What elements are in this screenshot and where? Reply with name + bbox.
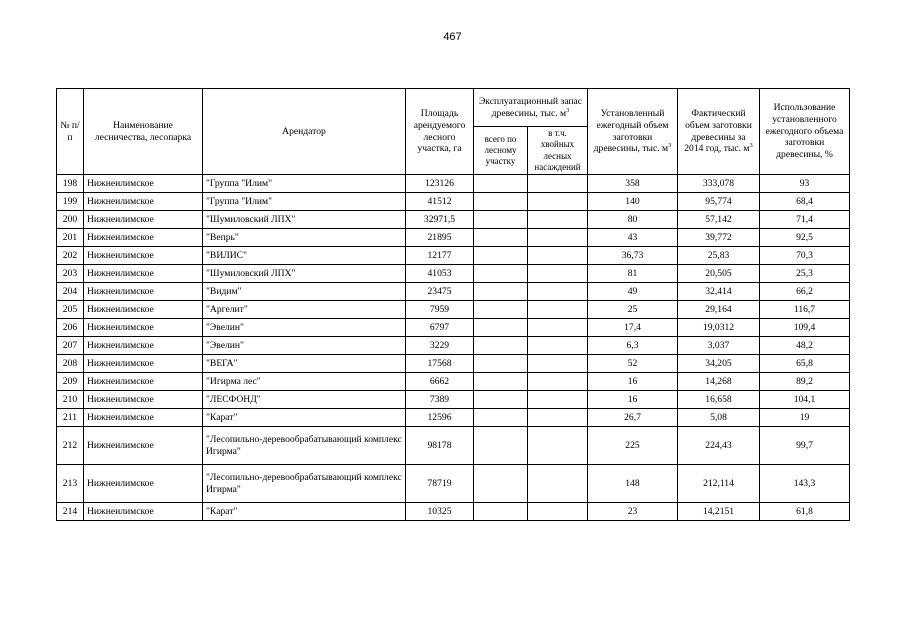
stock-coniferous bbox=[528, 247, 588, 265]
stock-coniferous bbox=[528, 265, 588, 283]
tenant-name: "Игирма лес" bbox=[203, 373, 406, 391]
row-number: 201 bbox=[57, 229, 84, 247]
stock-total bbox=[474, 175, 528, 193]
stock-total bbox=[474, 229, 528, 247]
allowed-volume: 16 bbox=[588, 391, 678, 409]
forestry-name: Нижнеилимское bbox=[84, 247, 203, 265]
stock-total bbox=[474, 391, 528, 409]
usage-percent: 66,2 bbox=[760, 283, 850, 301]
usage-percent: 109,4 bbox=[760, 319, 850, 337]
usage-percent: 89,2 bbox=[760, 373, 850, 391]
stock-total bbox=[474, 337, 528, 355]
usage-percent: 93 bbox=[760, 175, 850, 193]
lease-area: 6797 bbox=[406, 319, 474, 337]
actual-volume: 16,658 bbox=[678, 391, 760, 409]
table-row bbox=[57, 265, 850, 283]
stock-total bbox=[474, 465, 528, 503]
table-row bbox=[57, 319, 850, 337]
stock-total bbox=[474, 373, 528, 391]
stock-total bbox=[474, 503, 528, 521]
header-stock-sup: 3 bbox=[566, 106, 570, 114]
lease-area: 41053 bbox=[406, 265, 474, 283]
actual-volume: 5,08 bbox=[678, 409, 760, 427]
stock-coniferous bbox=[528, 503, 588, 521]
allowed-volume: 26,7 bbox=[588, 409, 678, 427]
stock-coniferous bbox=[528, 427, 588, 465]
tenant-name: "Карат" bbox=[203, 503, 406, 521]
actual-volume: 39,772 bbox=[678, 229, 760, 247]
row-number: 199 bbox=[57, 193, 84, 211]
allowed-volume: 80 bbox=[588, 211, 678, 229]
usage-percent: 70,3 bbox=[760, 247, 850, 265]
stock-coniferous bbox=[528, 355, 588, 373]
lease-area: 41512 bbox=[406, 193, 474, 211]
row-number: 213 bbox=[57, 465, 84, 503]
forestry-name: Нижнеилимское bbox=[84, 409, 203, 427]
forestry-name: Нижнеилимское bbox=[84, 337, 203, 355]
stock-coniferous bbox=[528, 193, 588, 211]
header-actual-sup: 3 bbox=[749, 142, 753, 150]
actual-volume: 224,43 bbox=[678, 427, 760, 465]
forestry-name: Нижнеилимское bbox=[84, 211, 203, 229]
row-number: 200 bbox=[57, 211, 84, 229]
stock-coniferous bbox=[528, 211, 588, 229]
forestry-name: Нижнеилимское bbox=[84, 175, 203, 193]
forestry-name: Нижнеилимское bbox=[84, 283, 203, 301]
table-row bbox=[57, 193, 850, 211]
stock-coniferous bbox=[528, 373, 588, 391]
actual-volume: 25,83 bbox=[678, 247, 760, 265]
table-row bbox=[57, 391, 850, 409]
allowed-volume: 43 bbox=[588, 229, 678, 247]
lease-area: 123126 bbox=[406, 175, 474, 193]
stock-coniferous bbox=[528, 337, 588, 355]
allowed-volume: 49 bbox=[588, 283, 678, 301]
stock-coniferous bbox=[528, 283, 588, 301]
tenant-name: "Аргелит" bbox=[203, 301, 406, 319]
actual-volume: 29,164 bbox=[678, 301, 760, 319]
lease-area: 17568 bbox=[406, 355, 474, 373]
header-stock-label: Эксплуатационный запас древесины, тыс. м bbox=[478, 95, 583, 119]
stock-total bbox=[474, 301, 528, 319]
actual-volume: 19,0312 bbox=[678, 319, 760, 337]
header-allowed-volume bbox=[588, 89, 678, 175]
tenant-name: "Карат" bbox=[203, 409, 406, 427]
forestry-name: Нижнеилимское bbox=[84, 265, 203, 283]
row-number: 214 bbox=[57, 503, 84, 521]
header-actual-volume bbox=[678, 89, 760, 175]
tenant-name: "Вепрь" bbox=[203, 229, 406, 247]
row-number: 202 bbox=[57, 247, 84, 265]
lease-area: 32971,5 bbox=[406, 211, 474, 229]
stock-coniferous bbox=[528, 391, 588, 409]
allowed-volume: 17,4 bbox=[588, 319, 678, 337]
table-row bbox=[57, 301, 850, 319]
allowed-volume: 140 bbox=[588, 193, 678, 211]
stock-total bbox=[474, 211, 528, 229]
tenant-name: "Группа "Илим" bbox=[203, 175, 406, 193]
usage-percent: 92,5 bbox=[760, 229, 850, 247]
tenant-name: "Эвелин" bbox=[203, 337, 406, 355]
tenant-name: "ЛЕСФОНД" bbox=[203, 391, 406, 409]
forestry-name: Нижнеилимское bbox=[84, 193, 203, 211]
stock-total bbox=[474, 193, 528, 211]
table-row bbox=[57, 503, 850, 521]
row-number: 206 bbox=[57, 319, 84, 337]
stock-total bbox=[474, 427, 528, 465]
row-number: 198 bbox=[57, 175, 84, 193]
usage-percent: 99,7 bbox=[760, 427, 850, 465]
lease-area: 7389 bbox=[406, 391, 474, 409]
usage-percent: 104,1 bbox=[760, 391, 850, 409]
tenant-name: "Лесопильно-деревообрабатывающий комплекс Игирма" bbox=[203, 427, 406, 465]
lease-area: 6662 bbox=[406, 373, 474, 391]
actual-volume: 14,2151 bbox=[678, 503, 760, 521]
tenant-name: "Видим" bbox=[203, 283, 406, 301]
header-area: Площадь арендуемого лесного участка, га bbox=[406, 89, 474, 175]
table-row bbox=[57, 355, 850, 373]
usage-percent: 48,2 bbox=[760, 337, 850, 355]
table-row bbox=[57, 409, 850, 427]
row-number: 204 bbox=[57, 283, 84, 301]
forestry-name: Нижнеилимское bbox=[84, 391, 203, 409]
header-actual-label: Фактический объем заготовки древесины за 2014 год, тыс. м bbox=[684, 107, 752, 155]
table-row bbox=[57, 465, 850, 503]
allowed-volume: 148 bbox=[588, 465, 678, 503]
stock-total bbox=[474, 283, 528, 301]
lease-area: 7959 bbox=[406, 301, 474, 319]
usage-percent: 65,8 bbox=[760, 355, 850, 373]
usage-percent: 19 bbox=[760, 409, 850, 427]
actual-volume: 34,205 bbox=[678, 355, 760, 373]
header-stock-total: всего по лесному участку bbox=[474, 127, 528, 175]
row-number: 211 bbox=[57, 409, 84, 427]
forestry-name: Нижнеилимское bbox=[84, 229, 203, 247]
stock-coniferous bbox=[528, 229, 588, 247]
tenant-name: "Шумиловский ЛПХ" bbox=[203, 211, 406, 229]
table-row bbox=[57, 229, 850, 247]
header-stock bbox=[474, 89, 588, 127]
actual-volume: 333,078 bbox=[678, 175, 760, 193]
header-tenant: Арендатор bbox=[203, 89, 406, 175]
row-number: 207 bbox=[57, 337, 84, 355]
row-number: 205 bbox=[57, 301, 84, 319]
page-number: 467 bbox=[443, 31, 462, 43]
forestry-name: Нижнеилимское bbox=[84, 355, 203, 373]
tenant-name: "Группа "Илим" bbox=[203, 193, 406, 211]
lease-area: 3229 bbox=[406, 337, 474, 355]
actual-volume: 95,774 bbox=[678, 193, 760, 211]
table-row bbox=[57, 337, 850, 355]
forest-lease-table bbox=[56, 88, 850, 521]
allowed-volume: 25 bbox=[588, 301, 678, 319]
actual-volume: 14,268 bbox=[678, 373, 760, 391]
table-row bbox=[57, 373, 850, 391]
usage-percent: 116,7 bbox=[760, 301, 850, 319]
tenant-name: "Лесопильно-деревообрабатывающий комплекс Игирма" bbox=[203, 465, 406, 503]
allowed-volume: 36,73 bbox=[588, 247, 678, 265]
stock-total bbox=[474, 409, 528, 427]
usage-percent: 61,8 bbox=[760, 503, 850, 521]
lease-area: 12596 bbox=[406, 409, 474, 427]
lease-area: 98178 bbox=[406, 427, 474, 465]
stock-coniferous bbox=[528, 465, 588, 503]
allowed-volume: 52 bbox=[588, 355, 678, 373]
actual-volume: 20,505 bbox=[678, 265, 760, 283]
actual-volume: 212,114 bbox=[678, 465, 760, 503]
actual-volume: 57,142 bbox=[678, 211, 760, 229]
allowed-volume: 23 bbox=[588, 503, 678, 521]
lease-area: 21895 bbox=[406, 229, 474, 247]
tenant-name: "ВИЛИС" bbox=[203, 247, 406, 265]
stock-total bbox=[474, 265, 528, 283]
forestry-name: Нижнеилимское bbox=[84, 319, 203, 337]
stock-coniferous bbox=[528, 301, 588, 319]
allowed-volume: 6,3 bbox=[588, 337, 678, 355]
table-row bbox=[57, 211, 850, 229]
tenant-name: "Эвелин" bbox=[203, 319, 406, 337]
usage-percent: 68,4 bbox=[760, 193, 850, 211]
allowed-volume: 81 bbox=[588, 265, 678, 283]
header-forestry-name: Наименование лесничества, лесопарка bbox=[84, 89, 203, 175]
tenant-name: "ВЕГА" bbox=[203, 355, 406, 373]
stock-total bbox=[474, 319, 528, 337]
header-usage: Использование установленного ежегодного объема заготовки древесины, % bbox=[760, 89, 850, 175]
stock-coniferous bbox=[528, 175, 588, 193]
table-row bbox=[57, 283, 850, 301]
stock-total bbox=[474, 247, 528, 265]
actual-volume: 3,037 bbox=[678, 337, 760, 355]
lease-area: 10325 bbox=[406, 503, 474, 521]
stock-coniferous bbox=[528, 319, 588, 337]
allowed-volume: 16 bbox=[588, 373, 678, 391]
table-row bbox=[57, 427, 850, 465]
header-stock-coniferous: в т.ч. хвойных лесных насаждений bbox=[528, 127, 588, 175]
row-number: 210 bbox=[57, 391, 84, 409]
stock-coniferous bbox=[528, 409, 588, 427]
forestry-name: Нижнеилимское bbox=[84, 503, 203, 521]
tenant-name: "Шумиловский ЛПХ" bbox=[203, 265, 406, 283]
row-number: 203 bbox=[57, 265, 84, 283]
actual-volume: 32,414 bbox=[678, 283, 760, 301]
table-row bbox=[57, 247, 850, 265]
lease-area: 78719 bbox=[406, 465, 474, 503]
row-number: 208 bbox=[57, 355, 84, 373]
usage-percent: 25,3 bbox=[760, 265, 850, 283]
lease-area: 23475 bbox=[406, 283, 474, 301]
usage-percent: 143,3 bbox=[760, 465, 850, 503]
forestry-name: Нижнеилимское bbox=[84, 373, 203, 391]
usage-percent: 71,4 bbox=[760, 211, 850, 229]
stock-total bbox=[474, 355, 528, 373]
allowed-volume: 358 bbox=[588, 175, 678, 193]
allowed-volume: 225 bbox=[588, 427, 678, 465]
forestry-name: Нижнеилимское bbox=[84, 427, 203, 465]
header-allowed-sup: 3 bbox=[668, 142, 672, 150]
header-num: № п/п bbox=[57, 89, 84, 175]
table-row bbox=[57, 175, 850, 193]
row-number: 209 bbox=[57, 373, 84, 391]
row-number: 212 bbox=[57, 427, 84, 465]
forestry-name: Нижнеилимское bbox=[84, 301, 203, 319]
header-allowed-label: Установленный ежегодный объем заготовки древесины, тыс. м bbox=[593, 107, 669, 155]
lease-area: 12177 bbox=[406, 247, 474, 265]
forestry-name: Нижнеилимское bbox=[84, 465, 203, 503]
